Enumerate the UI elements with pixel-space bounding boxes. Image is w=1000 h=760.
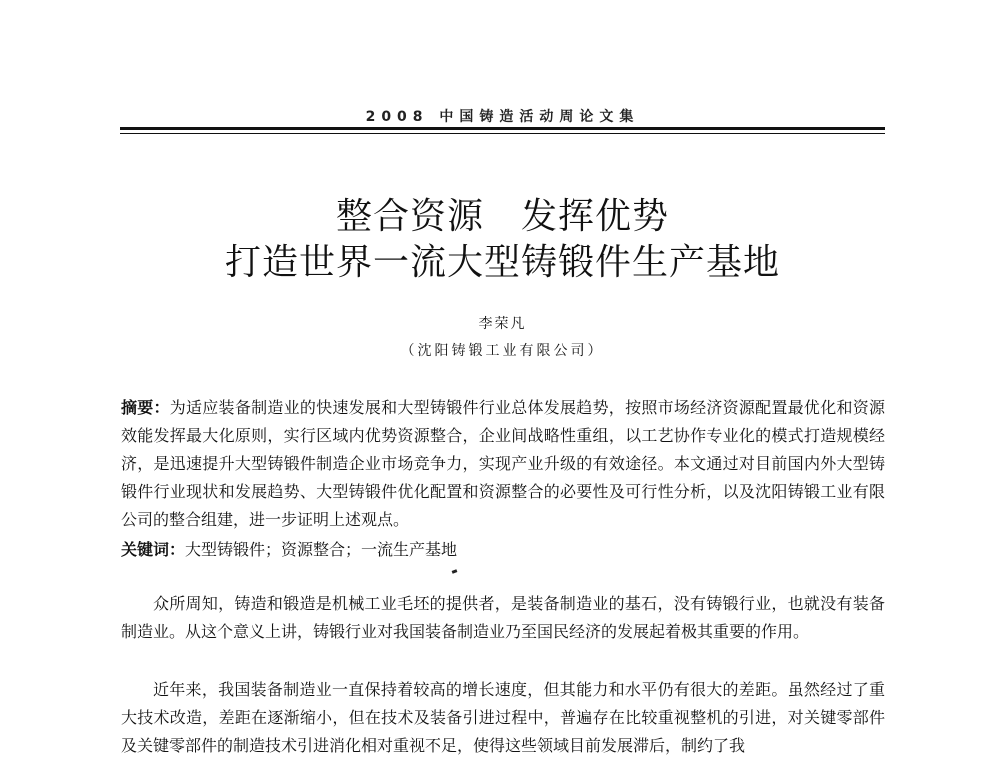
abstract <box>121 394 885 534</box>
author-name: 李荣凡 <box>478 316 527 332</box>
header-rule-thick <box>120 127 885 130</box>
scan-speck <box>452 569 458 574</box>
abstract-label: 摘要： <box>121 398 170 417</box>
body-paragraph: 近年来，我国装备制造业一直保持着较高的增长速度，但其能力和水平仍有很大的差距。虽然经过了重大技术改造，差距在逐渐缩小，但在技术及装备引进过程中，普遍存在比较重视整机的引进，对关键零部件及关键零部件的制造技术引进消化相对重视不足，使得这些领域目前发展滞后，制约了我 <box>121 680 885 755</box>
keywords-text: 大型铸锻件；资源整合；一流生产基地 <box>185 540 458 559</box>
abstract-text: 为适应装备制造业的快速发展和大型铸锻件行业总体发展趋势，按照市场经济资源配置最优化和资源效能发挥最大化原则，实行区域内优势资源整合，企业间战略性重组，以工艺协作专业化的模式打造规模经济，是迅速提升大型铸锻件制造企业市场竞争力，实现产业升级的有效途径。本文通过对目前国内外大型铸锻件行业现状和发展趋势、大型铸锻件优化配置和资源整合的必要性及可行性分析，以及沈阳铸锻工业有限公司的整合组建，进一步证明上述观点。 <box>121 398 885 529</box>
keywords <box>121 536 885 564</box>
keywords-label: 关键词： <box>121 540 186 559</box>
header-rule-thin <box>120 133 885 134</box>
running-header: 2008 中国铸造活动周论文集 <box>365 109 640 125</box>
title-line-1: 整合资源 发挥优势 <box>335 196 669 237</box>
author-affiliation: （沈阳铸锻工业有限公司） <box>400 343 605 359</box>
title-line-2: 打造世界一流大型铸锻件生产基地 <box>224 242 780 283</box>
body-paragraph: 众所周知，铸造和锻造是机械工业毛坯的提供者，是装备制造业的基石，没有铸锻行业，也就没有装备制造业。从这个意义上讲，铸锻行业对我国装备制造业乃至国民经济的发展起着极其重要的作用。 <box>121 594 885 641</box>
